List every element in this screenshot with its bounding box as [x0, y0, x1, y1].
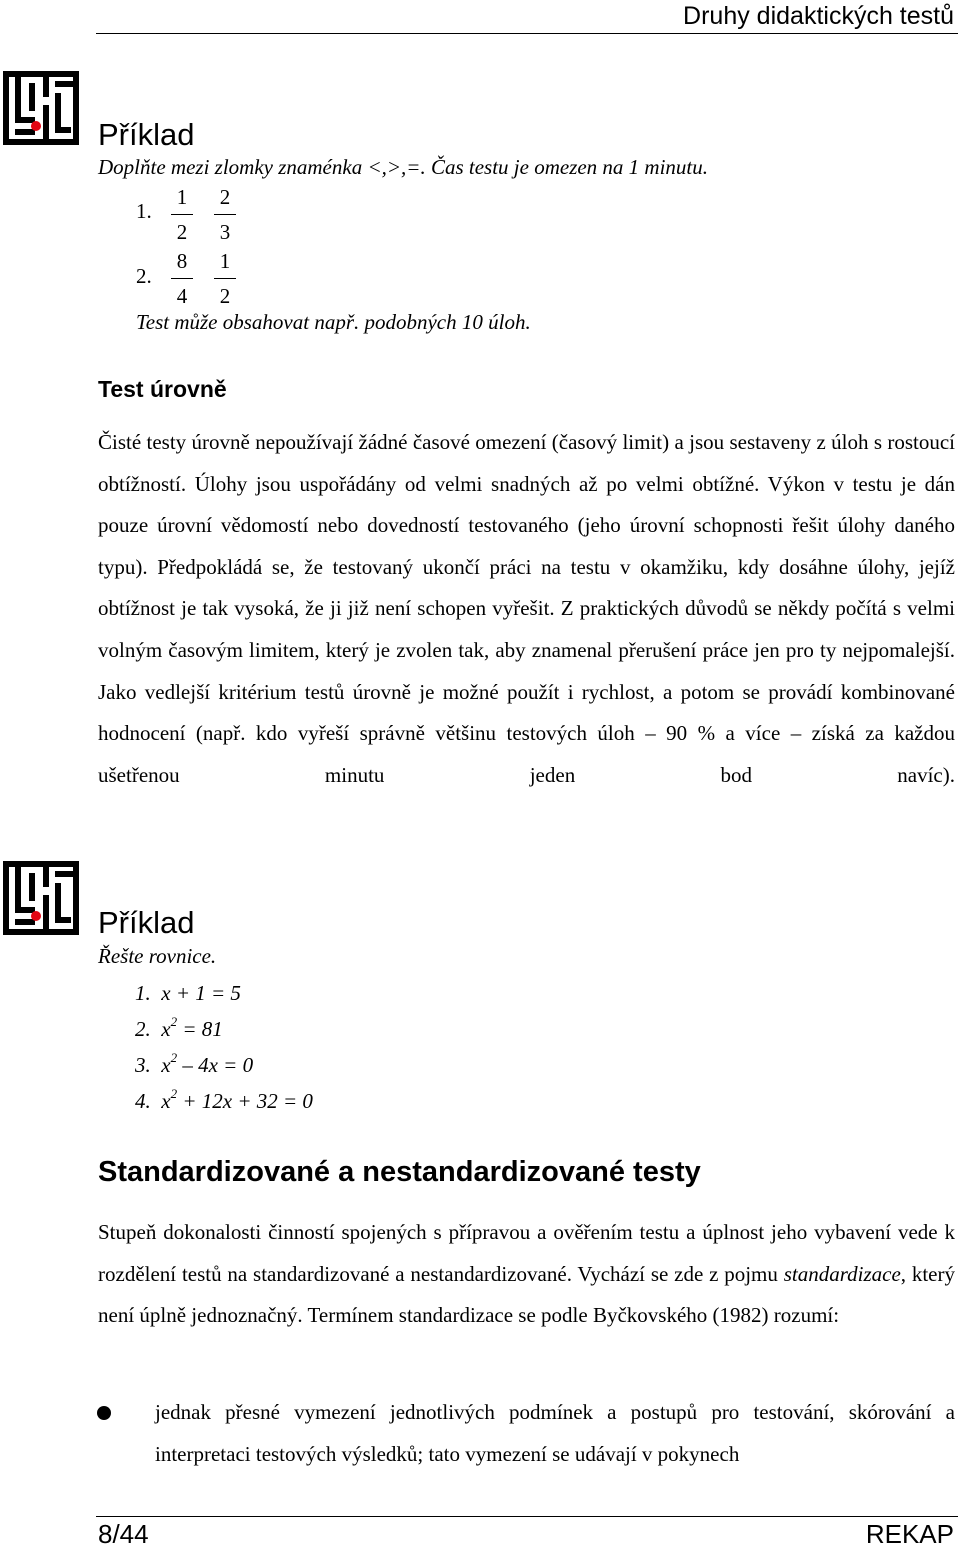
item-number: 1.	[136, 199, 152, 223]
paragraph-standardized	[98, 1212, 955, 1337]
denominator: 3	[219, 220, 231, 244]
equation-number: 1.	[135, 981, 151, 1005]
footer-rule	[96, 1516, 958, 1517]
exponent: 2	[170, 1014, 178, 1029]
equation-row	[135, 980, 241, 1006]
fraction	[169, 182, 195, 247]
numerator: 1	[176, 185, 188, 209]
example-instruction: Doplňte mezi zlomky znaménka <,>,=. Čas testu je omezen na 1 minutu.	[98, 155, 709, 179]
exponent: 2	[170, 1086, 178, 1101]
header-rule	[96, 33, 958, 34]
numerator: 2	[219, 185, 231, 209]
exponent: 2	[170, 1050, 178, 1065]
maze-logo-icon	[2, 860, 80, 936]
equation-row	[135, 1088, 313, 1114]
equation-number: 3.	[135, 1053, 151, 1077]
fraction-bar	[171, 214, 193, 215]
page-number: 8/44	[98, 1519, 149, 1549]
fraction-bar	[171, 278, 193, 279]
fraction-bar	[214, 214, 236, 215]
fraction	[212, 182, 238, 247]
item-number: 2.	[136, 264, 152, 288]
example-note: Test může obsahovat např. podobných 10 úloh.	[136, 310, 531, 334]
example-heading: Příklad	[98, 117, 195, 152]
equation-base: x	[161, 1089, 171, 1113]
equation-row	[135, 1052, 253, 1078]
section-heading-level-test: Test úrovně	[98, 376, 227, 402]
numerator: 8	[176, 249, 188, 273]
equation-rest: + 12x + 32 = 0	[177, 1089, 313, 1113]
denominator: 4	[176, 284, 188, 308]
running-header-title: Druhy didaktických testů	[683, 2, 954, 30]
paragraph-text: Stupeň dokonalosti činností spojených s přípravou a ověřením testu a úplnost jeho vybavení vede k rozdělení testů na standardizované a nestandardizované. Vychází se zde z pojmu	[98, 1220, 955, 1286]
denominator: 2	[176, 220, 188, 244]
bullet-item: jednak přesné vymezení jednotlivých podmínek a postupů pro testování, skórování a interpretaci testových výsledků; tato vymezení se udávají v pokynech	[155, 1400, 955, 1466]
maze-logo-icon	[2, 70, 80, 146]
equation-rest: = 81	[177, 1017, 223, 1041]
logo-red-dot	[31, 911, 41, 921]
equation-base: x	[161, 1053, 171, 1077]
numerator: 1	[219, 249, 231, 273]
logo-red-dot	[31, 121, 41, 131]
fraction-bar	[214, 278, 236, 279]
example-instruction: Řešte rovnice.	[98, 944, 217, 968]
footer-brand: REKAP	[865, 1519, 954, 1549]
equation-row	[135, 1016, 223, 1042]
example-heading: Příklad	[98, 905, 195, 940]
fraction	[169, 246, 195, 311]
paragraph-level-test: Čisté testy úrovně nepoužívají žádné časové omezení (časový limit) a jsou sestaveny z úloh s rostoucí obtížností. Úlohy jsou uspořádány od velmi snadných až po velmi obtížné. Výkon v testu je dán pouze úrovní vědomostí nebo dovedností testovaného (jeho úrovní schopnosti řešit úlohy daného typu). Předpokládá se, že testovaný ukončí práci na testu v okamžiku, kdy dosáhne úlohy, jejíž obtížnost je tak vysoká, že ji již není schopen vyřešit. Z praktických důvodů se někdy počítá s velmi volným časovým limitem, který je zvolen tak, aby znamenal přerušení práce jen pro ty nejpomalejší. Jako vedlejší kritérium testů úrovně je možné použít i rychlost, a potom se provádí kombinované hodnocení (např. kdo vyřeší správně většinu testových úloh – 90 % a více – získá za každou ušetřenou minutu jeden bod navíc).	[98, 430, 955, 787]
paragraph-text: , který není úplně jednoznačný. Termínem standardizace se podle Byčkovského (1982) rozumí:	[98, 1261, 955, 1328]
equation-base: x	[161, 1017, 171, 1041]
equation-number: 2.	[135, 1017, 151, 1041]
emphasized-term: standardizace	[783, 1261, 901, 1286]
equation-text: x + 1 = 5	[161, 981, 241, 1005]
equation-rest: – 4x = 0	[177, 1053, 254, 1077]
section-heading-standardized: Standardizované a nestandardizované testy	[98, 1156, 701, 1188]
bullet-dot-icon	[97, 1406, 111, 1420]
equation-number: 4.	[135, 1089, 151, 1113]
fraction	[212, 246, 238, 311]
denominator: 2	[219, 284, 231, 308]
